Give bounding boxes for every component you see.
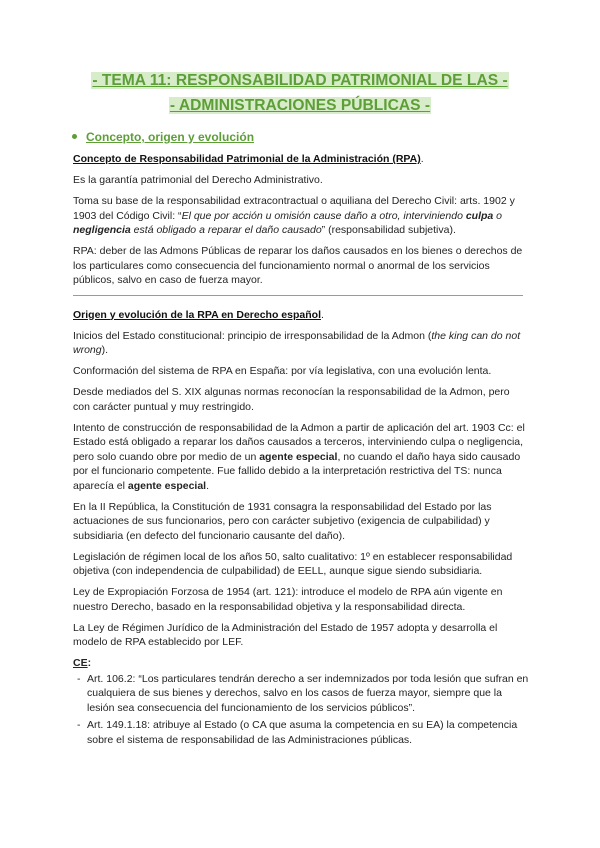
list-item: - Art. 106.2: “Los particulares tendrán derecho a ser indemnizados por toda lesión que sufran en cualquiera de sus bienes y derechos, salvo en los casos de fuerza mayor, siempre que la lesión sea consecuencia del funcionamiento de los servicios públicos”. (73, 672, 529, 716)
paragraph-concepto-heading (73, 152, 529, 167)
text-span: . (206, 479, 210, 492)
paragraph-rpa-definition: RPA: deber de las Admons Públicas de reparar los daños causados en los bienes o derechos de los particulares como consecuencia del funcionamiento normal o anormal de los servicios públicos, salvo en caso de fuerza mayor. (73, 245, 523, 286)
text-span: ” (responsabilidad subjetiva). (321, 224, 456, 236)
paragraph-ii-republica: En la II República, la Constitución de 1931 consagra la responsabilidad del Estado por las actuaciones de sus funcionarios, pero con carácter subjetivo (exigencia de culpabilidad) y subsidiaria (en defecto del funcionario causante del daño). (73, 500, 492, 542)
bold-italic-text: culpa (465, 209, 494, 222)
heading-suffix: . (320, 308, 324, 321)
paragraph-conformacion: Conformación del sistema de RPA en España: por vía legislativa, con una evolución lenta. (73, 365, 492, 377)
subheading-concepto: Concepto de Responsabilidad Patrimonial de la Administración (RPA) (73, 153, 421, 165)
text-span: ). (101, 344, 109, 356)
italic-text: El que por acción u omisión cause daño a otro, interviniendo (181, 209, 466, 222)
ce-heading: CE (73, 657, 88, 669)
title-line-2: - ADMINISTRACIONES PÚBLICAS - (169, 97, 431, 114)
paragraph-garantia: Es la garantía patrimonial del Derecho Administrativo. (73, 174, 323, 186)
paragraph-intento (73, 421, 529, 494)
document-body (73, 152, 529, 750)
paragraph-codigo-civil (73, 194, 529, 238)
heading-suffix: . (420, 153, 424, 165)
paragraph-regimen-local: Legislación de régimen local de los años 50, salto cualitativo: 1º en establecer responsabilidad objetiva (con independencia de culpabilidad) de EELL, aunque sigue siendo subsidiaria. (73, 550, 513, 577)
heading-suffix: : (87, 657, 92, 669)
paragraph-expropiacion: Ley de Expropiación Forzosa de 1954 (art. 121): introduce el modelo de RPA aún vigente en nuestro Derecho, basado en la responsabilidad objetiva y la responsabilidad directa. (73, 586, 503, 613)
section-heading (72, 130, 254, 144)
subheading-origen: Origen y evolución de la RPA en Derecho español (73, 308, 321, 321)
italic-text: está obligado a reparar el daño causado (130, 224, 322, 236)
bold-text: agente especial (127, 479, 207, 492)
ce-list (73, 672, 529, 748)
list-item: - Art. 149.1.18: atribuye al Estado (o CA que asuma la competencia en su EA) la competencia sobre el sistema de responsabilidad de las Administraciones públicas. (73, 718, 529, 747)
text-span: , no cuando el daño haya sido causado por el funcionario competente. Fue fallido debido a la interpretación restrictiva del TS: nunca aparecía el (73, 450, 521, 492)
divider (73, 295, 523, 296)
paragraph-siglo-xix: Desde mediados del S. XIX algunas normas reconocían la responsabilidad de la Admon, pero con carácter puntual y muy restringido. (73, 386, 510, 413)
title-line-1: - TEMA 11: RESPONSABILIDAD PATRIMONIAL DE LAS - (92, 72, 508, 89)
italic-text: the king can do not wrong (73, 329, 521, 356)
bullet-icon (72, 134, 77, 139)
bold-italic-text: negligencia (73, 224, 131, 236)
section-label: Concepto, origen y evolución (86, 130, 255, 144)
italic-text: o (493, 209, 503, 222)
ce-heading-line (73, 656, 529, 671)
paragraph-origen-heading (73, 308, 529, 323)
paragraph-inicios (73, 329, 529, 358)
text-span: Toma su base de la responsabilidad extracontractual o aquiliana del Derecho Civil: arts. 1902 y 1903 del Código Civil: “ (73, 195, 515, 222)
text-span: Inicios del Estado constitucional: principio de irresponsabilidad de la Admon ( (73, 329, 432, 342)
page-title (40, 68, 560, 118)
bold-text: agente especial (259, 450, 338, 463)
text-span: Intento de construcción de responsabilidad de la Admon a partir de aplicación del art. 1903 Cc: el Estado está obligado a reparar los daños causados a terceros, interviniendo culpa o negligencia, pero solo cuando obre por medio de un (73, 421, 525, 463)
paragraph-regimen-juridico: La Ley de Régimen Jurídico de la Administración del Estado de 1957 adopta y desarrolla el modelo de RPA establecido por LEF. (73, 621, 498, 648)
